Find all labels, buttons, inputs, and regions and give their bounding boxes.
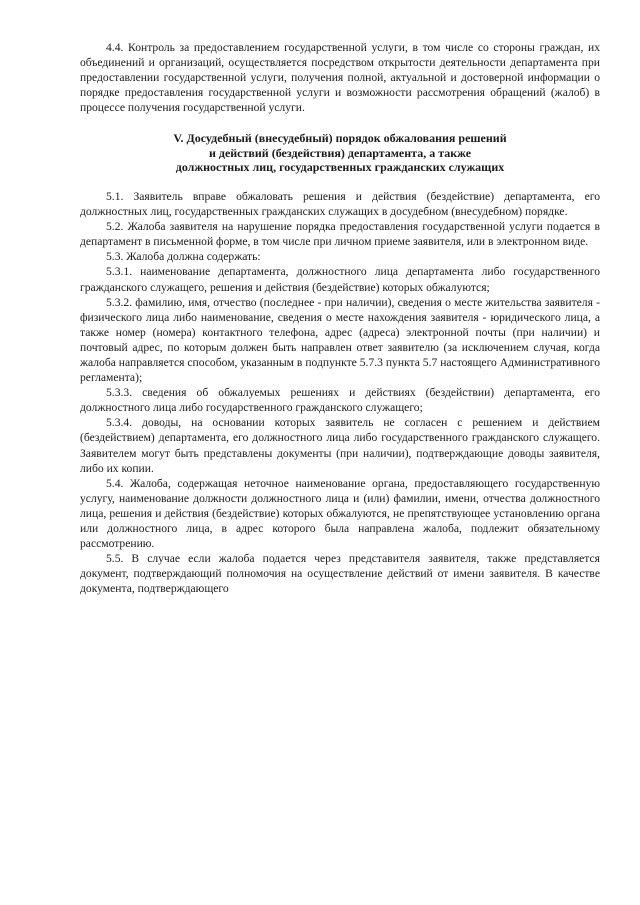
section-5-heading-line-1: V. Досудебный (внесудебный) порядок обжалования решений (173, 131, 507, 146)
paragraph-5-3-1: 5.3.1. наименование департамента, должностного лица департамента либо государственного гражданского служащего, решения и действия (бездействие) которых обжалуются; (80, 265, 600, 294)
paragraph-5-4: 5.4. Жалоба, содержащая неточное наименование органа, предоставляющего государственную услугу, наименование должности должностного лица и (или) фамилии, имени, отчества должностного лица, решения и действия (бездействие) которых обжалуются, не препятствующее установлению органа или должностного лица, в адрес которого была направлена жалоба, подлежит обязательному рассмотрению. (80, 476, 600, 551)
paragraph-4-4: 4.4. Контроль за предоставлением государственной услуги, в том числе со стороны граждан, их объединений и организаций, осуществляется посредством открытости деятельности департамента при предоставлении государственной услуги, получения полной, актуальной и достоверной информации о порядке предоставления государственной услуги и возможности рассмотрения обращений (жалоб) в процессе получения государственной услуги. (80, 41, 600, 115)
paragraph-5-1: 5.1. Заявитель вправе обжаловать решения и действия (бездействие) департамента, его должностных лиц, государственных гражданских служащих в досудебном (внесудебном) порядке. (80, 189, 600, 219)
section-5-heading-line-2: и действий (бездействия) департамента, а также (208, 145, 472, 160)
paragraph-5-3: 5.3. Жалоба должна содержать: (106, 250, 261, 264)
section-5-heading-line-3: должностных лиц, государственных гражданских служащих (175, 160, 505, 175)
document-page (80, 40, 600, 597)
paragraph-5-3-3: 5.3.3. сведения об обжалуемых решениях и действиях (бездействии) департамента, его должностного лица либо государственного гражданского служащего; (80, 386, 600, 415)
paragraph-5-3-2: 5.3.2. фамилию, имя, отчество (последнее - при наличии), сведения о месте жительства заявителя - физического лица либо наименование, сведения о месте нахождения заявителя - юридического лица, а также номер (номера) контактного телефона, адрес (адреса) электронной почты (при наличии) и почтовый адрес, по которым должен быть направлен ответ заявителю (за исключением случая, когда жалоба направляется способом, указанным в подпункте 5.7.3 пункта 5.7 настоящего Административного регламента); (80, 295, 600, 385)
paragraph-5-2: 5.2. Жалоба заявителя на нарушение порядка предоставления государственной услуги подается в департамент в письменной форме, в том числе при личном приеме заявителя, или в электронном виде. (80, 220, 600, 249)
paragraph-5-3-4: 5.3.4. доводы, на основании которых заявитель не согласен с решением и действием (бездействием) департамента, его должностного лица либо государственного гражданского служащего. Заявителем могут быть представлены документы (при наличии), подтверждающие доводы заявителя, либо их копии. (80, 416, 600, 475)
section-5-heading (80, 131, 600, 175)
paragraph-5-5: 5.5. В случае если жалоба подается через представителя заявителя, также представляется документ, подтверждающий полномочия на осуществление действий от имени заявителя. В качестве документа, подтверждающего (80, 552, 600, 596)
